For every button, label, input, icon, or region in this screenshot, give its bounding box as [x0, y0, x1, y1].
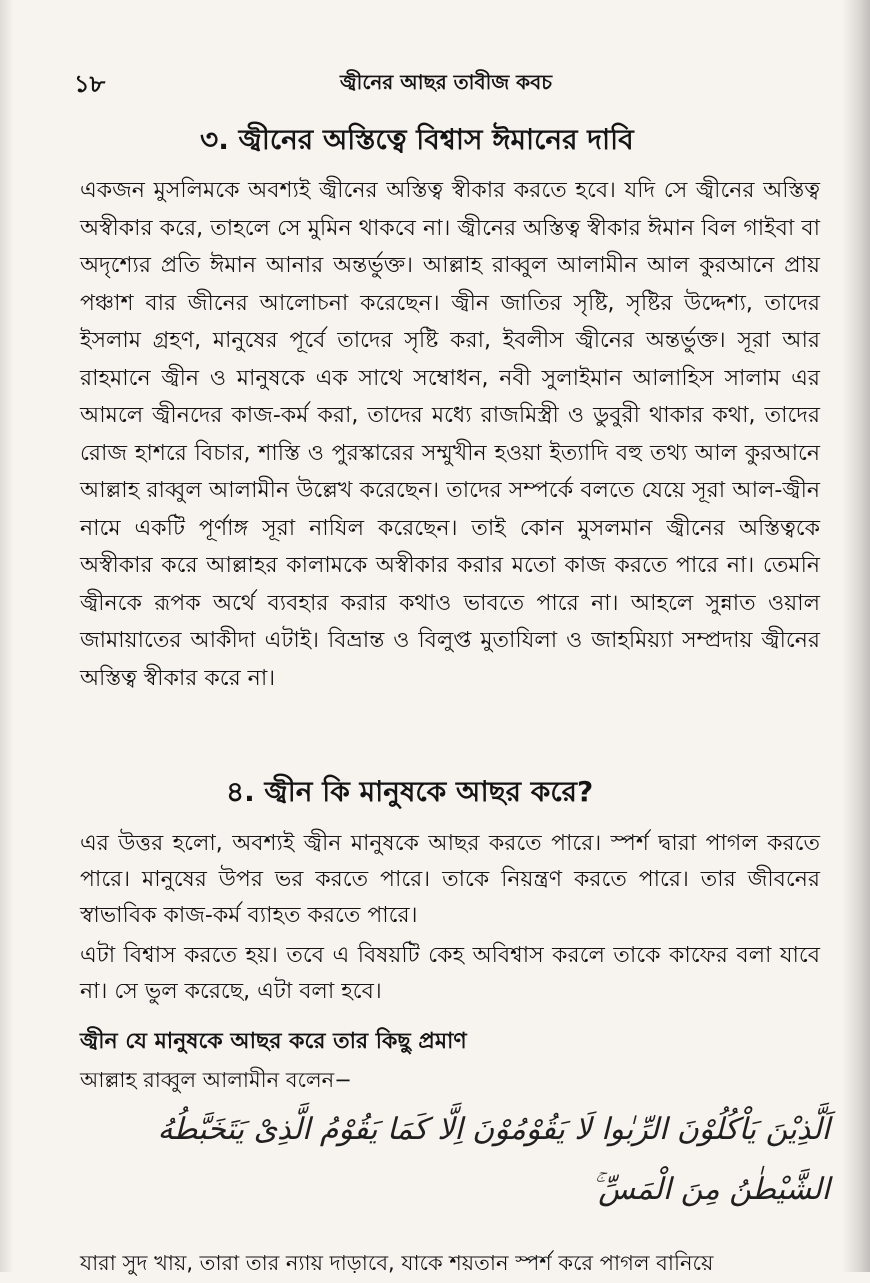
verse-translation-line: যারা সুদ খায়, তারা তার ন্যায় দাড়াবে, যাকে শয়তান স্পর্শ করে পাগল বানিয়ে	[80, 1251, 714, 1275]
evidence-heading: জ্বীন যে মানুষকে আছর করে তার কিছু প্রমাণ	[80, 1029, 467, 1054]
page-number: ১৮	[74, 70, 106, 98]
section-4-body-1: এর উত্তর হলো, অবশ্যই জ্বীন মানুষকে আছর করতে পারে। স্পর্শ দ্বারা পাগল করতে পারে। মানুষের উপর ভর করতে পারে। তাকে নিয়ন্ত্রণ করতে পারে। তার জীবনের স্বাভাবিক কাজ-কর্ম ব্যাহত করতে পারে।	[80, 831, 820, 928]
arabic-verse-line-2: الشَّيْطٰنُ مِنَ الْمَسِّ ۚ	[590, 1172, 830, 1207]
arabic-verse-line-1: اَلَّذِيْنَ يَاْكُلُوْنَ الرِّبٰوا لَا يَقُوْمُوْنَ اِلَّا كَمَا يَقُوْمُ الَّذِىْ يَتَخَبَّطُهُ	[157, 1112, 830, 1147]
running-header	[70, 62, 850, 98]
section-4-body-2: এটা বিশ্বাস করতে হয়। তবে এ বিষয়টি কেহ অবিশ্বাস করলে তাকে কাফের বলা যাবে না। সে ভুল করেছে, এটা বলা হবে।	[80, 943, 820, 1004]
page-right-shadow	[842, 0, 870, 1272]
section-3-body: একজন মুসলিমকে অবশ্যই জ্বীনের অস্তিত্ব স্বীকার করতে হবে। যদি সে জ্বীনের অস্তিত্ব অস্বীকার করে, তাহলে সে মুমিন থাকবে না। জ্বীনের অস্তিত্ব স্বীকার ঈমান বিল গাইবা বা অদৃশ্যের প্রতি ঈমান আনার অন্তর্ভুক্ত। আল্লাহ রাব্বুল আলামীন আল কুরআনে প্রায় পঞ্চাশ বার জীনের আলোচনা করেছেন। জ্বীন জাতির সৃষ্টি, সৃষ্টির উদ্দেশ্য, তাদের ইসলাম গ্রহণ, মানুষের পূর্বে তাদের সৃষ্টি করা, ইবলীস জ্বীনের অন্তর্ভুক্ত। সূরা আর রাহমানে জ্বীন ও মানুষকে এক সাথে সম্বোধন, নবী সুলাইমান আলাহিস সালাম এর আমলে জ্বীনদের কাজ-কর্ম করা, তাদের মধ্যে রাজমিস্ত্রী ও ডুবুরী থাকার কথা, তাদের রোজ হাশরে বিচার, শাস্তি ও পুরস্কারের সম্মুখীন হওয়া ইত্যাদি বহু তথ্য আল কুরআনে আল্লাহ রাব্বুল আলামীন উল্লেখ করেছেন। তাদের সম্পর্কে বলতে যেয়ে সূরা আল-জ্বীন নামে একটি পূর্ণাঙ্গ সূরা নাযিল করেছেন। তাই কোন মুসলমান জ্বীনের অস্তিত্বকে অস্বীকার করে আল্লাহর কালামকে অস্বীকার করার মতো কাজ করতে পারে না। তেমনি জ্বীনকে রূপক অর্থে ব্যবহার করার কথাও ভাবতে পারে না। আহলে সুন্নাত ওয়াল জামায়াতের আকীদা এটাই। বিভ্রান্ত ও বিলুপ্ত মুতাযিলা ও জাহমিয়্যা সম্প্রদায় জ্বীনের অস্তিত্ব স্বীকার করে না।	[80, 178, 820, 691]
section-4-heading: ৪. জ্বীন কি মানুষকে আছর করে?	[226, 775, 594, 808]
page-left-shadow	[0, 0, 14, 1272]
section-3-heading: ৩. জ্বীনের অস্তিত্বে বিশ্বাস ঈমানের দাবি	[200, 123, 634, 156]
quote-intro-line: আল্লাহ রাব্বুল আলামীন বলেন−	[80, 1068, 352, 1092]
book-title: জ্বীনের আছর তাবীজ কবচ	[340, 70, 553, 94]
